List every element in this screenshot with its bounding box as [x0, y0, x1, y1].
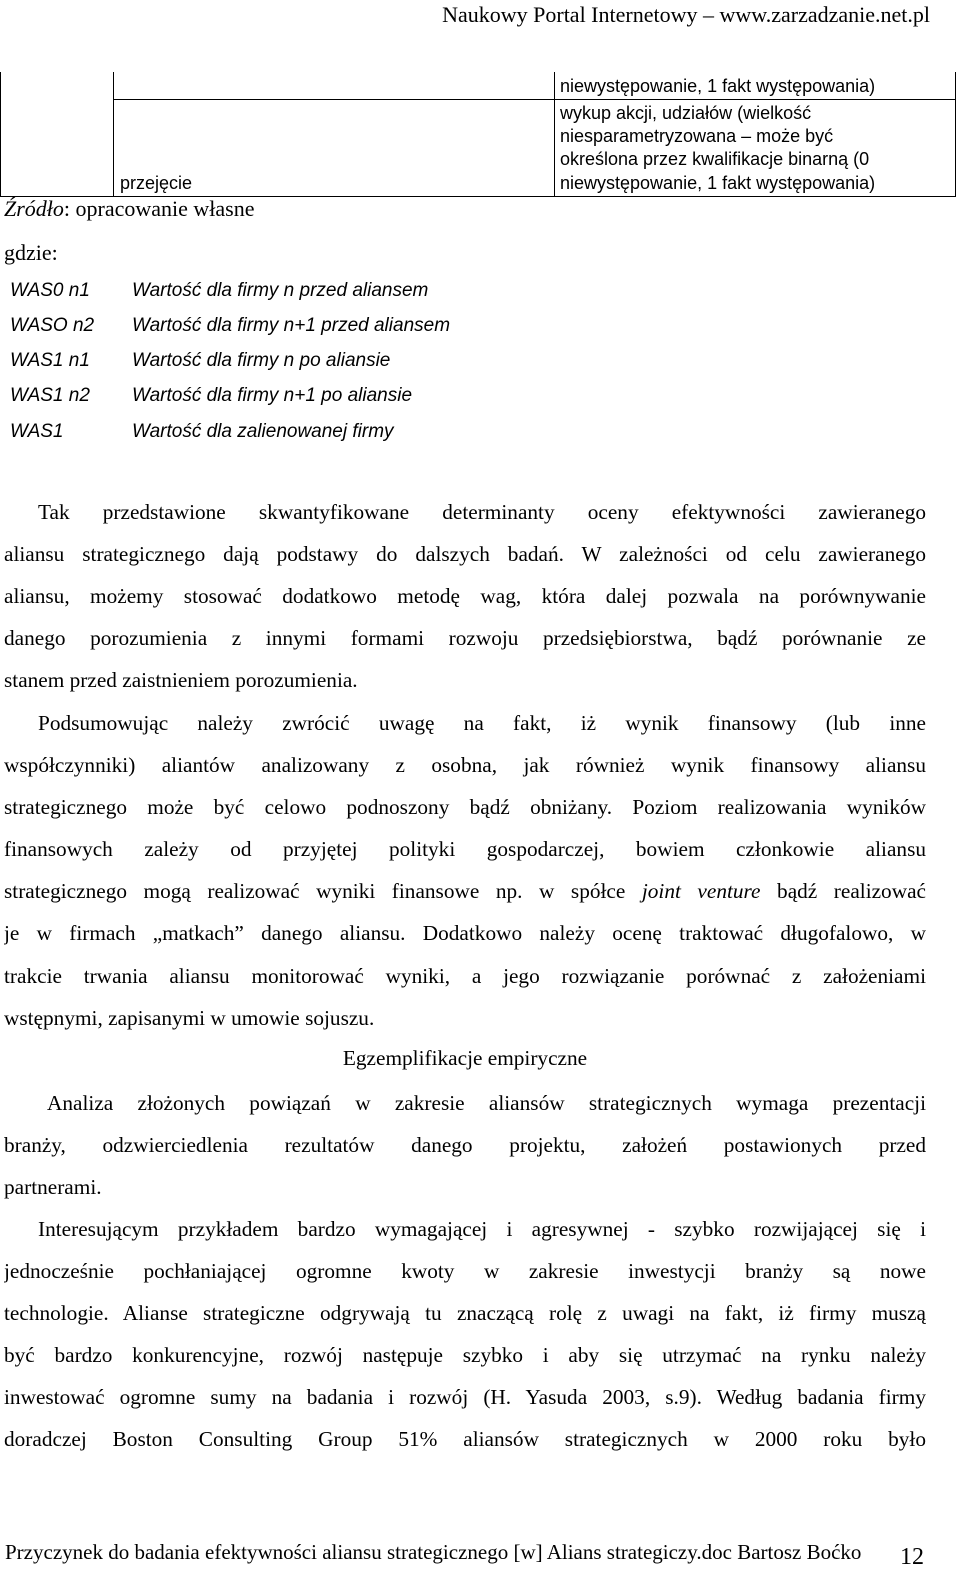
emphasis-joint-venture: joint venture — [641, 879, 761, 904]
paragraph-line: aliansu, możemy stosować dodatkowo metodę wag, która dalej pozwala na porównywanie — [4, 584, 926, 609]
legend-key: WAS1 — [10, 421, 64, 442]
paragraph-line: wstępnymi, zapisanymi w umowie sojuszu. — [4, 1005, 375, 1030]
paragraph-line: je w firmach „matkach” danego aliansu. Dodatkowo należy ocenę traktować długofalowo, w — [4, 921, 926, 946]
site-header-title: Naukowy Portal Internetowy – www.zarzadzanie.net.pl — [442, 2, 930, 27]
table-border-divider-1 — [113, 72, 114, 197]
legend-key: WAS0 n1 — [10, 280, 90, 301]
section-heading: Egzemplifikacje empiryczne — [342, 1046, 588, 1070]
paragraph — [4, 702, 926, 1039]
source-label: Źródło — [4, 196, 64, 221]
legend-key: WAS1 n1 — [10, 350, 90, 371]
paragraph-line: technologie. Alianse strategiczne odgrywają tu znaczącą rolę z uwagi na fakt, iż firmy muszą — [4, 1301, 926, 1326]
table-source — [4, 196, 255, 222]
paragraph-line: Tak przedstawione skwantyfikowane determinanty oceny efektywności zawieranego — [38, 500, 926, 524]
paragraph-line: strategicznego może być celowo podnoszony bądź obniżany. Poziom realizowania wyników — [4, 795, 926, 820]
page-footer: Przyczynek do badania efektywności aliansu strategicznego [w] Alians strategiczy.doc Bartosz Boćko — [5, 1540, 862, 1564]
table-description-line: określona przez kwalifikacje binarną (0 — [560, 149, 870, 169]
paragraph-line: jednocześnie pochłaniającej ogromne kwoty w zakresie inwestycji branży są nowe — [4, 1259, 926, 1284]
legend-value: Wartość dla zalienowanej firmy — [132, 421, 394, 442]
table-description-line: niesparametryzowana – może być — [560, 126, 834, 146]
table-border-left — [0, 72, 1, 197]
paragraph — [4, 1208, 926, 1461]
paragraph-line: Analiza złożonych powiązań w zakresie aliansów strategicznych wymaga prezentacji — [47, 1091, 926, 1115]
legend-value: Wartość dla firmy n po aliansie — [132, 350, 391, 371]
paragraph-line: aliansu strategicznego dają podstawy do dalszych badań. W zależności od celu zawieranego — [4, 542, 926, 567]
paragraph-text: bądź realizować — [760, 879, 926, 904]
paragraph-line: partnerami. — [4, 1175, 102, 1200]
paragraph-line: branży, odzwierciedlenia rezultatów danego projektu, założeń postawionych przed — [4, 1133, 926, 1158]
paragraph-line: stanem przed zaistnieniem porozumienia. — [4, 668, 358, 693]
table-border-right — [955, 72, 956, 197]
table-description-line: wykup akcji, udziałów (wielkość — [560, 103, 812, 123]
paragraph — [4, 1082, 926, 1208]
paragraph-line: być bardzo konkurencyjne, rozwój następuje szybko i aby się utrzymać na rynku należy — [4, 1343, 926, 1368]
legend-key: WAS1 n2 — [10, 385, 90, 406]
paragraph-line — [4, 870, 926, 912]
page-number: 12 — [900, 1544, 924, 1570]
source-text: : opracowanie własne — [63, 196, 255, 221]
table-row-divider — [113, 99, 956, 100]
paragraph-line: doradczej Boston Consulting Group 51% aliansów strategicznych w 2000 roku było — [4, 1427, 926, 1452]
table-cell-top: niewystępowanie, 1 fakt występowania) — [560, 76, 876, 96]
paragraph-line: Podsumowując należy zwrócić uwagę na fakt, iż wynik finansowy (lub inne — [38, 711, 926, 735]
paragraph-line: Interesującym przykładem bardzo wymagającej i agresywnej - szybko rozwijającej się i — [38, 1217, 926, 1241]
legend-key: WASO n2 — [10, 315, 95, 336]
table-row-label: przejęcie — [120, 173, 193, 193]
table-border-divider-2 — [554, 72, 555, 197]
paragraph-line: finansowych zależy od przyjętej polityki gospodarczej, bowiem członkowie aliansu — [4, 837, 926, 862]
paragraph-text: strategicznego mogą realizować wyniki finansowe np. w spółce — [4, 879, 642, 904]
paragraph-line: inwestować ogromne sumy na badania i rozwój (H. Yasuda 2003, s.9). Według badania firmy — [4, 1385, 926, 1410]
paragraph-line: trakcie trwania aliansu monitorować wyniki, a jego rozwiązanie porównać z założeniami — [4, 963, 926, 988]
legend-value: Wartość dla firmy n przed aliansem — [132, 280, 429, 301]
legend-value: Wartość dla firmy n+1 po aliansie — [132, 385, 413, 406]
paragraph — [4, 491, 926, 701]
paragraph-line: współczynniki) aliantów analizowany z osobna, jak również wynik finansowy aliansu — [4, 753, 926, 778]
legend-intro: gdzie: — [4, 240, 58, 265]
paragraph-line: danego porozumienia z innymi formami rozwoju przedsiębiorstwa, bądź porównanie ze — [4, 626, 926, 651]
legend-value: Wartość dla firmy n+1 przed aliansem — [132, 315, 451, 336]
table-description-line: niewystępowanie, 1 fakt występowania) — [560, 173, 876, 193]
